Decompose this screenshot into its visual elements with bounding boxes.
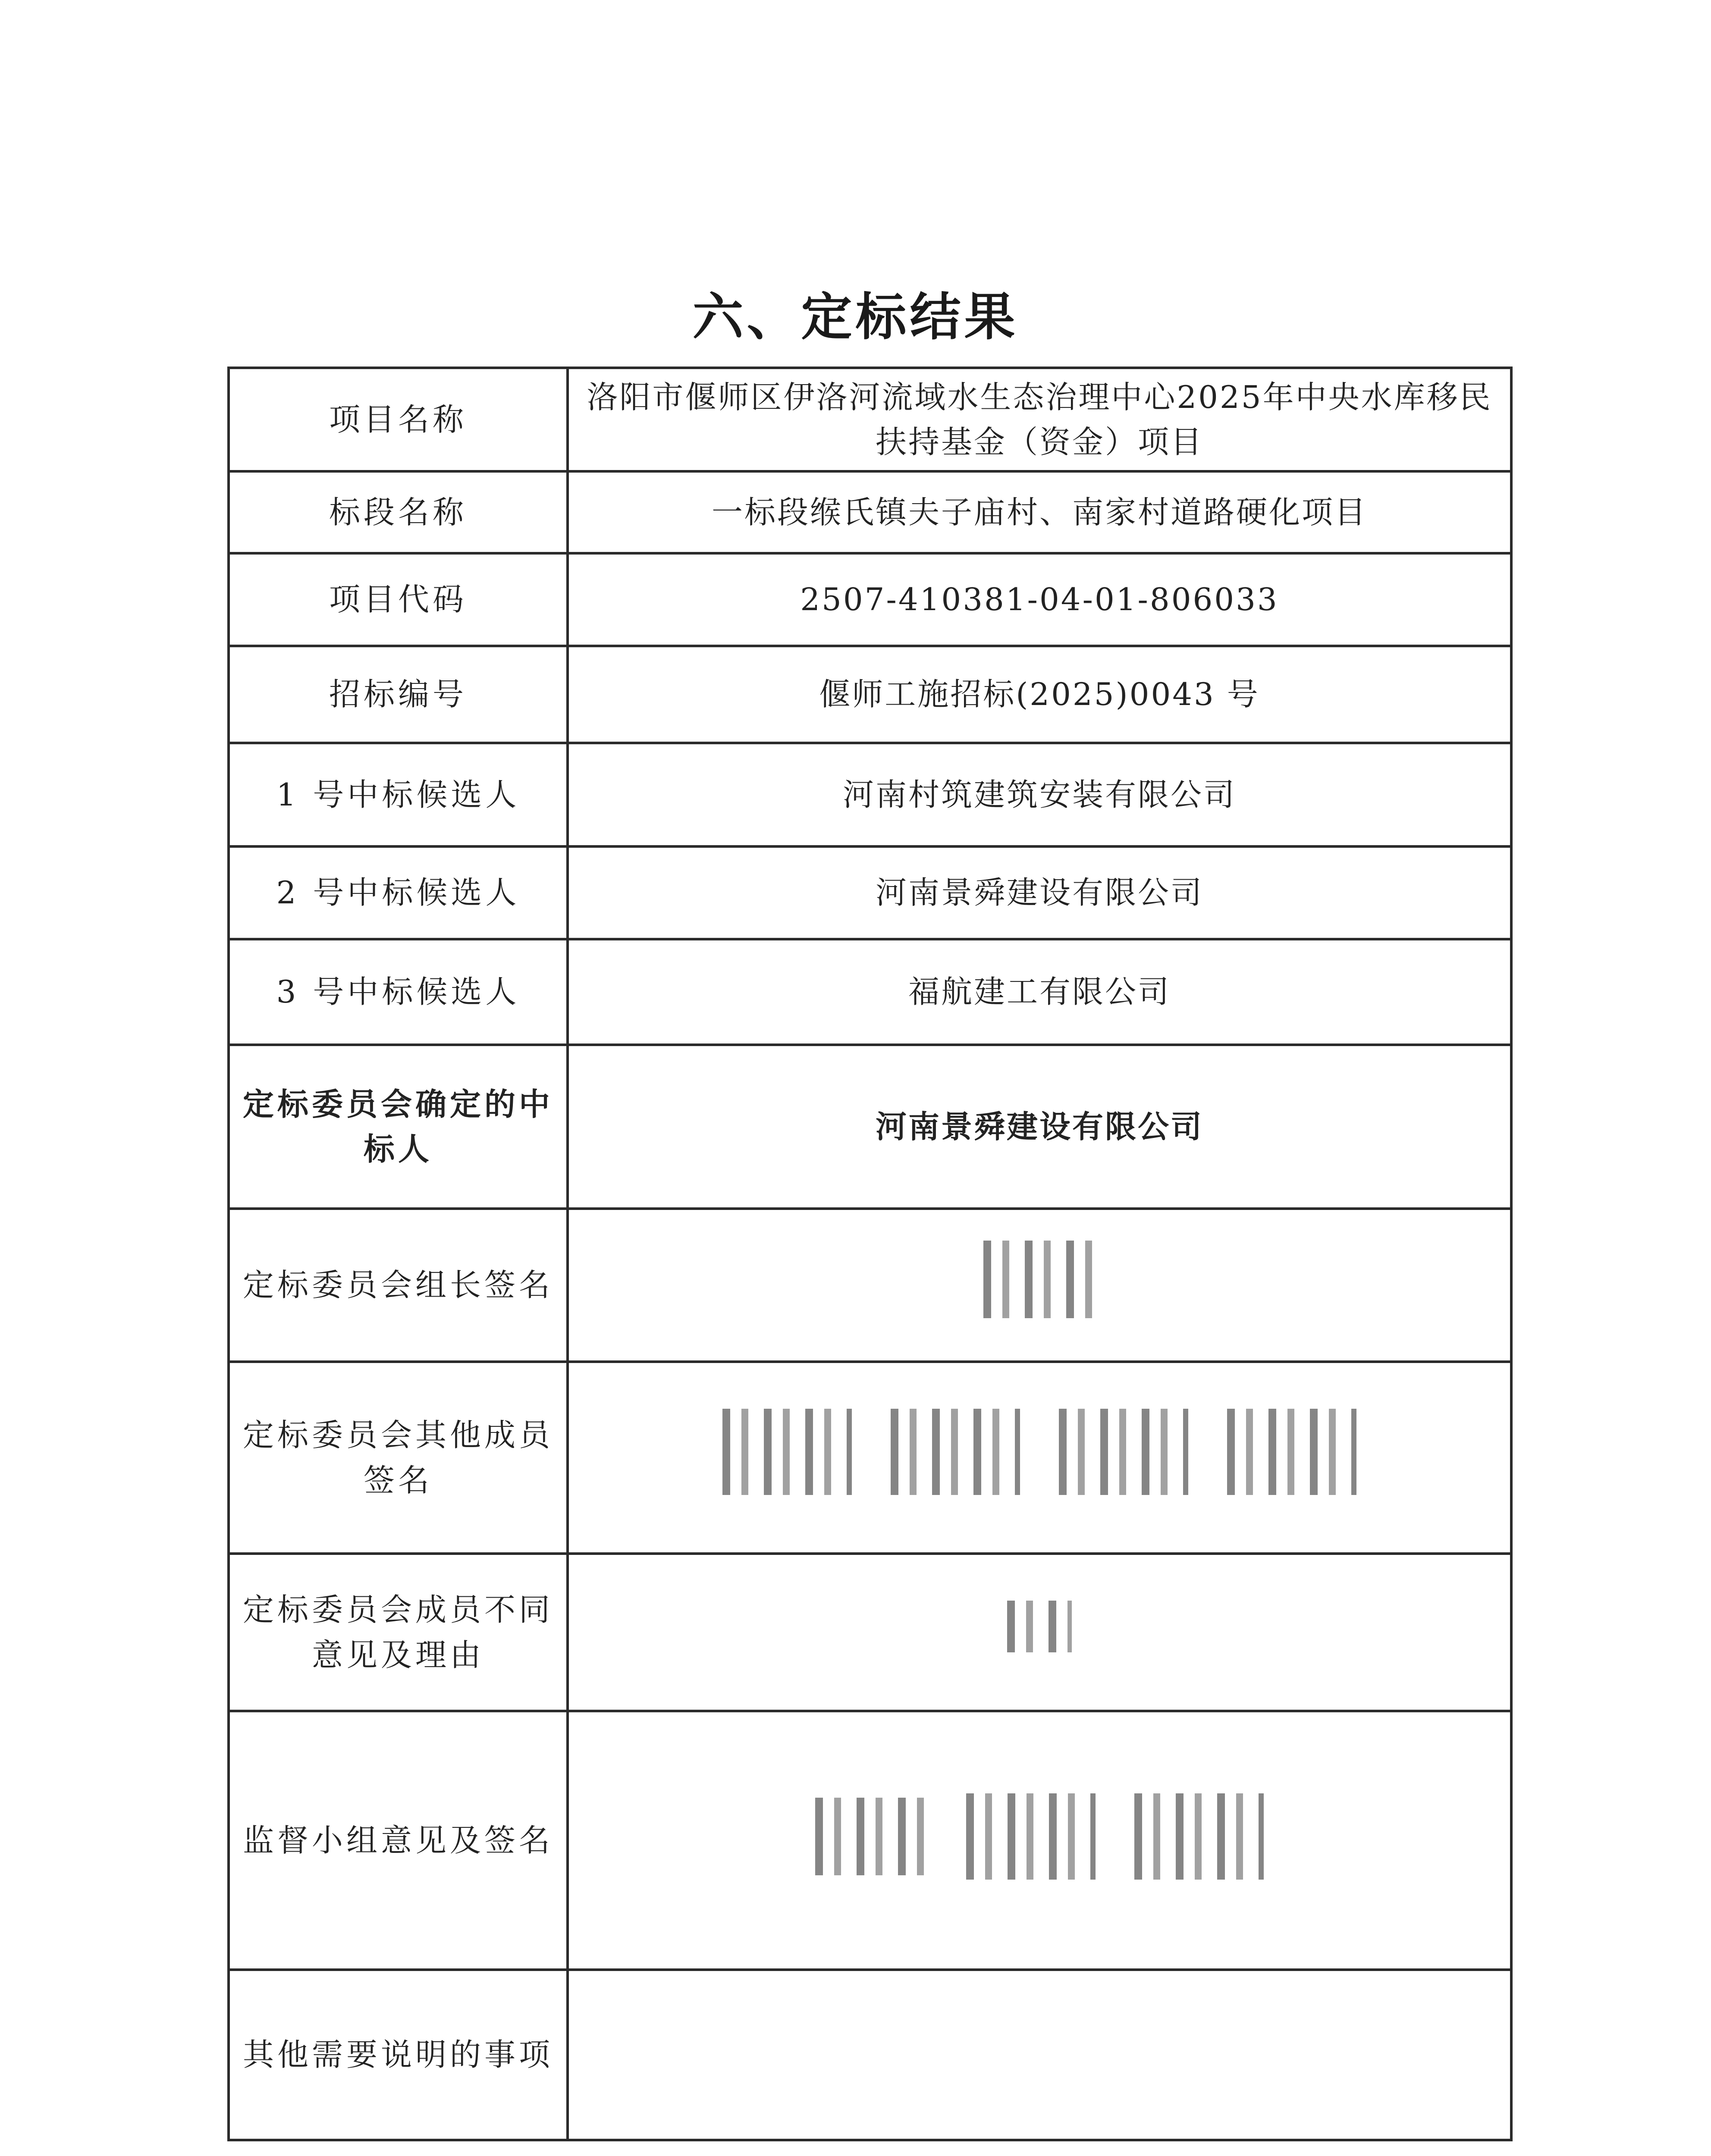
value-project-name: 洛阳市偃师区伊洛河流域水生态治理中心2025年中央水库移民扶持基金（资金）项目: [568, 368, 1511, 471]
label-leader-signature: 定标委员会组长签名: [229, 1209, 568, 1362]
result-table: [227, 367, 1513, 2141]
table-row: [229, 1970, 1511, 2140]
table-row: [229, 1554, 1511, 1711]
redacted-mark: [1227, 1409, 1356, 1495]
value-tender-number: 偃师工施招标(2025)0043 号: [568, 646, 1511, 743]
label-candidate-1: 1 号中标候选人: [229, 743, 568, 846]
table-row: [229, 368, 1511, 471]
value-section-name: 一标段缑氏镇夫子庙村、南家村道路硬化项目: [568, 471, 1511, 553]
value-project-code: 2507-410381-04-01-806033: [568, 553, 1511, 646]
table-row: [229, 846, 1511, 939]
label-supervision: 监督小组意见及签名: [229, 1711, 568, 1970]
label-candidate-3: 3 号中标候选人: [229, 939, 568, 1045]
label-dissent: 定标委员会成员不同意见及理由: [229, 1554, 568, 1711]
redacted-mark: [722, 1409, 852, 1495]
label-project-code: 项目代码: [229, 553, 568, 646]
redacted-mark: [891, 1409, 1020, 1495]
value-winning-bidder: 河南景舜建设有限公司: [568, 1045, 1511, 1209]
redacted-mark: [983, 1241, 1096, 1318]
redacted-mark: [1007, 1601, 1072, 1652]
table-row: [229, 471, 1511, 553]
table-row: [229, 1209, 1511, 1362]
table-row: [229, 1711, 1511, 1970]
label-candidate-2: 2 号中标候选人: [229, 846, 568, 939]
redacted-signature: [815, 1793, 1264, 1880]
label-other-matters: 其他需要说明的事项: [229, 1970, 568, 2140]
label-members-signature: 定标委员会其他成员签名: [229, 1362, 568, 1554]
table-row: [229, 1362, 1511, 1554]
page-title: 六、定标结果: [692, 287, 1019, 347]
table-row: [229, 939, 1511, 1045]
table-row: [229, 646, 1511, 743]
supervision-signature: [568, 1711, 1511, 1970]
value-other-matters: [568, 1970, 1511, 2140]
value-candidate-2: 河南景舜建设有限公司: [568, 846, 1511, 939]
redacted-mark: [815, 1798, 927, 1875]
table-row: [229, 553, 1511, 646]
dissent-value: [568, 1554, 1511, 1711]
redacted-signature: [1007, 1601, 1072, 1652]
leader-signature: [568, 1209, 1511, 1362]
redacted-mark: [1059, 1409, 1188, 1495]
table-row: [229, 743, 1511, 846]
value-candidate-1: 河南村筑建筑安装有限公司: [568, 743, 1511, 846]
redacted-mark: [1134, 1793, 1264, 1880]
redacted-signature: [983, 1241, 1096, 1318]
value-candidate-3: 福航建工有限公司: [568, 939, 1511, 1045]
label-project-name: 项目名称: [229, 368, 568, 471]
redacted-mark: [966, 1793, 1096, 1880]
label-section-name: 标段名称: [229, 471, 568, 553]
members-signature: [568, 1362, 1511, 1554]
label-tender-number: 招标编号: [229, 646, 568, 743]
table-row: [229, 1045, 1511, 1209]
redacted-signature: [722, 1409, 1356, 1495]
label-winning-bidder: 定标委员会确定的中标人: [229, 1045, 568, 1209]
